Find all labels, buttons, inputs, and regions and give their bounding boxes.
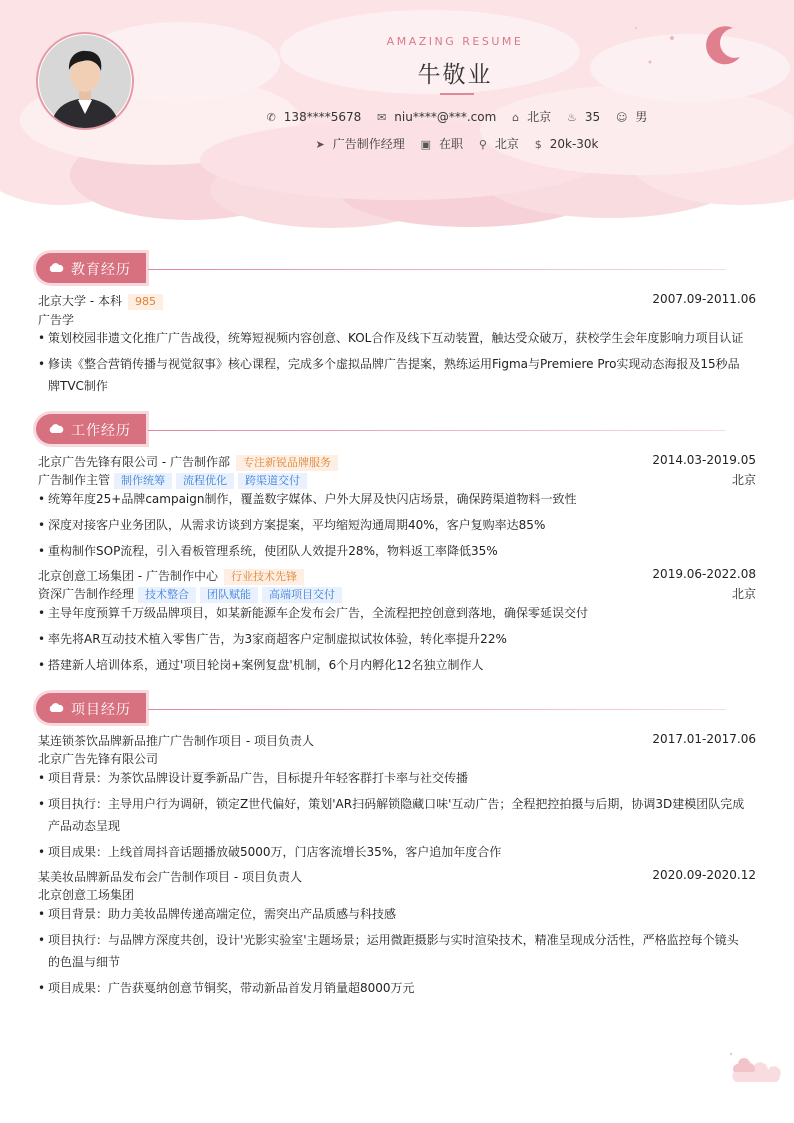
company-tag: 行业技术先锋	[224, 569, 304, 585]
education-period: 2007.09-2011.06	[652, 292, 756, 306]
list-item: • 项目背景：为茶饮品牌设计夏季新品广告，目标提升年轻客群打卡率与社交传播	[38, 771, 469, 785]
education-major: 广告学	[38, 313, 75, 327]
home-icon: ⌂	[512, 111, 520, 124]
contact-age: ♨ 35	[566, 110, 601, 124]
work-2-header-row	[38, 567, 756, 585]
intent-city: ⚲ 北京	[478, 137, 519, 151]
work-city: 北京	[731, 587, 756, 601]
list-item: • 修读《整合营销传播与视觉叙事》核心课程，完成多个虚拟品牌广告提案，熟练运用Figma与Premiere Pro实现动态海报及15秒品牌TVC制作	[38, 357, 740, 393]
location-pin-icon: ⚲	[478, 138, 487, 151]
list-item: • 主导年度预算千万级品牌项目，如某新能源车企发布会广告，全流程把控创意到落地，确保零延误交付	[38, 606, 589, 620]
project-period: 2017.01-2017.06	[652, 732, 756, 746]
school-tag: 985	[128, 294, 163, 310]
job-intent-row	[0, 135, 794, 152]
section-pill	[36, 253, 146, 283]
list-item: • 策划校园非遗文化推广广告战役，统筹短视频内容创意、KOL合作及线下互动装置，触达受众破万，获校学生会年度影响力项目认证	[38, 331, 744, 345]
contact-city: ⌂ 北京	[512, 110, 552, 124]
send-icon: ➤	[315, 138, 325, 151]
work-1-header-row	[38, 453, 756, 471]
list-item: • 深度对接客户业务团队，从需求访谈到方案提案，平均缩短沟通周期40%，客户复购率达85%	[38, 518, 546, 532]
list-item: • 项目执行：与品牌方深度共创，设计'光影实验室'主题场景；运用微距摄影与实时渲染技术，精准呈现成分活性，严格监控每个镜头的色温与细节	[38, 933, 739, 969]
project-company: 北京广告先锋有限公司	[38, 752, 159, 766]
skill-tag: 制作统筹	[114, 473, 172, 489]
section-pill	[36, 414, 146, 444]
resume-tagline: AMAZING RESUME	[386, 35, 524, 48]
section-work-header	[36, 414, 726, 446]
cake-icon: ♨	[566, 111, 577, 124]
project-period: 2020.09-2020.12	[652, 868, 756, 882]
work-period: 2019.06-2022.08	[652, 567, 756, 581]
contact-phone: ✆ 138****5678	[266, 110, 362, 124]
project-name-role: 某美妆品牌新品发布会广告制作项目 - 项目负责人	[38, 870, 302, 884]
intent-status: ▣ 在职	[420, 137, 463, 151]
face-icon: ☺	[615, 111, 628, 124]
name-underline	[440, 93, 474, 95]
section-divider	[148, 430, 726, 431]
work-company: 北京广告先锋有限公司 - 广告制作部	[38, 455, 230, 469]
school-degree: 北京大学 - 本科	[38, 294, 122, 308]
cloud-icon	[48, 423, 64, 434]
skill-tag: 技术整合	[138, 587, 196, 603]
list-item: • 项目执行：主导用户行为调研，锁定Z世代偏好，策划'AR扫码解锁隐藏口味'互动广告；全程把控拍摄与后期，协调3D建模团队完成产品动态呈现	[38, 797, 745, 833]
work-2-title-row	[38, 585, 756, 603]
work-period: 2014.03-2019.05	[652, 453, 756, 467]
section-title: 工作经历	[71, 423, 131, 439]
project-1-header-row	[38, 732, 756, 749]
cloud-icon	[48, 702, 64, 713]
skill-tag: 流程优化	[176, 473, 234, 489]
section-title: 教育经历	[71, 262, 131, 278]
skill-tag: 跨渠道交付	[238, 473, 307, 489]
work-title: 资深广告制作经理	[38, 587, 135, 601]
list-item: • 项目背景：助力美妆品牌传递高端定位，需突出产品质感与科技感	[38, 907, 397, 921]
project-2-header-row	[38, 868, 756, 885]
education-header-row	[38, 292, 756, 310]
footer-cloud-icon	[726, 1048, 786, 1088]
contact-email: ✉ niu****@***.com	[377, 110, 497, 124]
company-tag: 专注新锐品牌服务	[236, 455, 338, 471]
section-education-header	[36, 253, 726, 285]
list-item: • 重构制作SOP流程，引入看板管理系统，使团队人效提升28%，物料返工率降低35%	[38, 544, 498, 558]
section-pill	[36, 693, 146, 723]
phone-icon: ✆	[266, 111, 276, 124]
list-item: • 项目成果：广告获戛纳创意节铜奖，带动新品首发月销量超8000万元	[38, 981, 415, 995]
briefcase-icon: ▣	[420, 138, 431, 151]
skill-tag: 团队赋能	[200, 587, 258, 603]
section-divider	[148, 709, 726, 710]
skill-tag: 高端项目交付	[262, 587, 342, 603]
project-name-role: 某连锁茶饮品牌新品推广广告制作项目 - 项目负责人	[38, 734, 314, 748]
list-item: • 统筹年度25+品牌campaign制作，覆盖数字媒体、户外大屏及快闪店场景，确保跨渠道物料一致性	[38, 492, 577, 506]
list-item: • 项目成果：上线首周抖音话题播放破5000万，门店客流增长35%，客户追加年度合作	[38, 845, 502, 859]
intent-position: ➤ 广告制作经理	[315, 137, 405, 151]
candidate-name: 牛敬业	[417, 62, 493, 88]
contact-gender: ☺ 男	[615, 110, 648, 124]
contact-row	[0, 108, 794, 125]
work-city: 北京	[731, 473, 756, 487]
section-projects-header	[36, 693, 726, 725]
cloud-icon	[48, 262, 64, 273]
intent-salary: $ 20k-30k	[534, 137, 599, 151]
list-item: • 率先将AR互动技术植入零售广告，为3家商超客户定制虚拟试妆体验，转化率提升22%	[38, 632, 507, 646]
list-item: • 搭建新人培训体系，通过'项目轮岗+案例复盘'机制，6个月内孵化12名独立制作人	[38, 658, 484, 672]
mail-icon: ✉	[377, 111, 387, 124]
section-divider	[148, 269, 726, 270]
salary-icon: $	[534, 138, 542, 151]
section-title: 项目经历	[71, 702, 131, 718]
project-company: 北京创意工场集团	[38, 888, 135, 902]
work-company: 北京创意工场集团 - 广告制作中心	[38, 569, 218, 583]
work-title: 广告制作主管	[38, 473, 111, 487]
work-1-title-row	[38, 471, 756, 489]
